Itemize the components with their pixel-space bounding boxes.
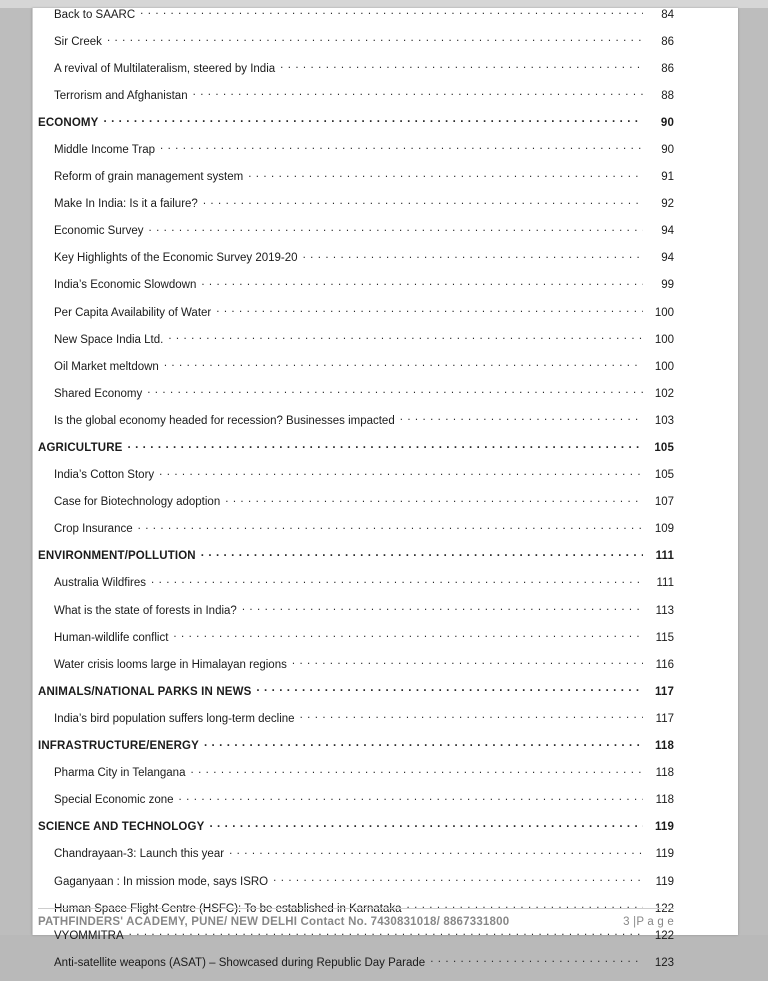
toc-entry-page: 88 <box>661 89 674 102</box>
toc-entry-page: 102 <box>654 387 674 400</box>
toc-leader-dots <box>140 6 643 18</box>
toc-entry-label: Oil Market meltdown <box>54 360 159 373</box>
toc-entry-page: 91 <box>661 171 674 184</box>
toc-entry-page: 92 <box>661 198 674 211</box>
toc-entry-label: What is the state of forests in India? <box>54 604 237 617</box>
toc-leader-dots <box>159 467 643 479</box>
toc-entry-label: Is the global economy headed for recession? Businesses impacted <box>54 414 395 427</box>
toc-entry[interactable] <box>38 223 674 250</box>
toc-entry-label: Pharma City in Telangana <box>54 767 186 780</box>
toc-entry-page: 119 <box>654 821 674 834</box>
toc-entry[interactable] <box>38 114 674 141</box>
toc-leader-dots <box>164 358 643 370</box>
toc-leader-dots <box>300 710 643 722</box>
toc-entry-page: 84 <box>661 8 674 21</box>
toc-entry-page: 111 <box>655 550 674 563</box>
toc-entry-page: 122 <box>654 929 674 942</box>
toc-entry[interactable] <box>38 412 674 439</box>
toc-entry-label: Crop Insurance <box>54 523 133 536</box>
toc-entry[interactable] <box>38 331 674 358</box>
toc-entry[interactable] <box>38 548 674 575</box>
toc-entry-page: 113 <box>655 604 674 617</box>
footer-institution: PATHFINDERS' ACADEMY, PUNE/ NEW DELHI Contact No. 7430831018/ 8867331800 <box>38 916 510 928</box>
toc-leader-dots <box>248 169 643 181</box>
toc-entry[interactable] <box>38 521 674 548</box>
toc-entry-label: ENVIRONMENT/POLLUTION <box>38 550 196 563</box>
toc-entry-label: Economic Survey <box>54 225 144 238</box>
toc-entry[interactable] <box>38 196 674 223</box>
toc-entry[interactable] <box>38 169 674 196</box>
toc-leader-dots <box>151 575 643 587</box>
toc-entry[interactable] <box>38 304 674 331</box>
toc-entry[interactable] <box>38 467 674 494</box>
toc-entry-page: 100 <box>654 333 674 346</box>
toc-entry-page: 118 <box>654 740 674 753</box>
toc-entry-label: Shared Economy <box>54 387 143 400</box>
toc-entry[interactable] <box>38 358 674 385</box>
toc-leader-dots <box>242 602 643 614</box>
toc-leader-dots <box>147 385 643 397</box>
toc-entry-page: 109 <box>654 523 674 536</box>
toc-leader-dots <box>190 765 643 777</box>
toc-leader-dots <box>292 656 643 668</box>
toc-entry-label: Special Economic zone <box>54 794 174 807</box>
toc-entry[interactable] <box>38 656 674 683</box>
toc-leader-dots <box>400 412 643 424</box>
toc-entry-label: Australia Wildfires <box>54 577 147 590</box>
toc-entry-page: 116 <box>655 658 674 671</box>
toc-entry-label: Anti-satellite weapons (ASAT) – Showcased during Republic Day Parade <box>54 956 426 969</box>
toc-entry-page: 99 <box>661 279 674 292</box>
toc-entry-page: 94 <box>661 225 674 238</box>
toc-entry-label: Human-wildlife conflict <box>54 631 169 644</box>
toc-entry-page: 86 <box>661 62 674 75</box>
toc-entry-page: 100 <box>654 306 674 319</box>
toc-entry-label: INFRASTRUCTURE/ENERGY <box>38 740 199 753</box>
toc-entry[interactable] <box>38 710 674 737</box>
toc-leader-dots <box>148 223 643 235</box>
toc-entry-page: 105 <box>654 469 674 482</box>
toc-entry[interactable] <box>38 385 674 412</box>
toc-leader-dots <box>430 954 643 966</box>
toc-entry-page: 123 <box>654 956 674 969</box>
toc-entry-page: 119 <box>655 848 674 861</box>
toc-leader-dots <box>201 548 643 560</box>
toc-leader-dots <box>160 141 643 153</box>
toc-entry[interactable] <box>38 954 674 981</box>
toc-entry-label: Terrorism and Afghanistan <box>54 89 188 102</box>
toc-leader-dots <box>173 629 643 641</box>
toc-entry[interactable] <box>38 6 674 33</box>
toc-entry-label: India’s Economic Slowdown <box>54 279 197 292</box>
toc-entry-label: India’s bird population suffers long-term decline <box>54 712 295 725</box>
footer-divider <box>38 908 674 909</box>
toc-entry-label: Sir Creek <box>54 35 102 48</box>
toc-entry-label: Middle Income Trap <box>54 143 155 156</box>
toc-entry[interactable] <box>38 819 674 846</box>
toc-entry-label: A revival of Multilateralism, steered by India <box>54 62 276 75</box>
toc-entry-page: 118 <box>655 794 674 807</box>
toc-entry-label: Water crisis looms large in Himalayan regions <box>54 658 287 671</box>
footer-page-number: 3 |P a g e <box>623 916 674 928</box>
toc-leader-dots <box>107 33 643 45</box>
toc-leader-dots <box>128 440 644 452</box>
toc-entry[interactable] <box>38 250 674 277</box>
toc-entry-page: 117 <box>655 712 674 725</box>
toc-leader-dots <box>168 331 643 343</box>
toc-leader-dots <box>203 196 643 208</box>
toc-entry-label: Make In India: Is it a failure? <box>54 198 198 211</box>
toc-entry-label: Back to SAARC <box>54 8 136 21</box>
toc-entry-label: AGRICULTURE <box>38 442 123 454</box>
toc-entry-page: 117 <box>654 685 674 698</box>
toc-entry-label: SCIENCE AND TECHNOLOGY <box>38 821 205 834</box>
toc-leader-dots <box>273 873 643 885</box>
toc-entry-page: 119 <box>655 875 674 888</box>
page-footer <box>38 916 674 932</box>
toc-entry-label: VYOMMITRA <box>54 929 124 942</box>
toc-entry-label: ECONOMY <box>38 116 99 129</box>
toc-entry[interactable] <box>38 765 674 792</box>
toc-entry-page <box>645 904 674 916</box>
page-left-edge <box>32 8 33 935</box>
toc-entry-page: 115 <box>655 631 674 644</box>
toc-leader-dots <box>193 87 643 99</box>
toc-entry-page: 103 <box>654 414 674 427</box>
toc-entry-page: 86 <box>661 35 674 48</box>
toc-entry-label: Key Highlights of the Economic Survey 2019-20 <box>54 252 298 265</box>
toc-leader-dots <box>204 738 643 750</box>
toc-entry-page: 118 <box>655 767 674 780</box>
toc-leader-dots <box>179 792 643 804</box>
toc-leader-dots <box>201 277 643 289</box>
toc-leader-dots <box>256 683 643 695</box>
toc-entry-label: Per Capita Availability of Water <box>54 306 212 319</box>
toc-leader-dots <box>229 846 643 858</box>
toc-entry[interactable] <box>38 440 674 467</box>
toc-entry-page: 100 <box>654 360 674 373</box>
toc-leader-dots <box>407 900 643 912</box>
table-of-contents <box>38 6 674 981</box>
toc-entry-page: 94 <box>661 252 674 265</box>
toc-entry-label <box>54 904 405 916</box>
toc-leader-dots <box>216 304 643 316</box>
toc-entry[interactable] <box>38 846 674 873</box>
toc-entry[interactable] <box>38 277 674 304</box>
toc-entry-label: India’s Cotton Story <box>54 469 155 482</box>
toc-entry-page: 107 <box>654 496 674 509</box>
toc-entry-label: Case for Biotechnology adoption <box>54 496 221 509</box>
toc-entry[interactable] <box>38 60 674 87</box>
toc-entry-label: Reform of grain management system <box>54 171 244 184</box>
toc-leader-dots <box>303 250 643 262</box>
toc-leader-dots <box>209 819 643 831</box>
toc-leader-dots <box>138 521 643 533</box>
toc-entry-page: 111 <box>656 577 674 590</box>
toc-entry[interactable] <box>38 575 674 602</box>
toc-entry[interactable] <box>38 33 674 60</box>
toc-entry[interactable] <box>38 141 674 168</box>
toc-entry-label: Gaganyaan : In mission mode, says ISRO <box>54 875 269 888</box>
toc-entry[interactable] <box>38 738 674 765</box>
toc-entry[interactable] <box>38 87 674 114</box>
toc-entry[interactable] <box>38 683 674 710</box>
toc-entry-page: 90 <box>660 116 674 129</box>
toc-entry[interactable] <box>38 602 674 629</box>
toc-entry[interactable] <box>38 873 674 900</box>
toc-entry[interactable] <box>38 792 674 819</box>
toc-entry-label: ANIMALS/NATIONAL PARKS IN NEWS <box>38 685 252 698</box>
toc-leader-dots <box>103 114 643 126</box>
toc-entry-label: Chandrayaan-3: Launch this year <box>54 848 225 861</box>
toc-leader-dots <box>225 494 643 506</box>
toc-entry-page: 105 <box>654 442 674 454</box>
toc-leader-dots <box>280 60 643 72</box>
toc-entry-label: New Space India Ltd. <box>54 333 164 346</box>
toc-entry[interactable] <box>38 494 674 521</box>
toc-entry[interactable] <box>38 629 674 656</box>
toc-entry-page: 90 <box>661 143 674 156</box>
